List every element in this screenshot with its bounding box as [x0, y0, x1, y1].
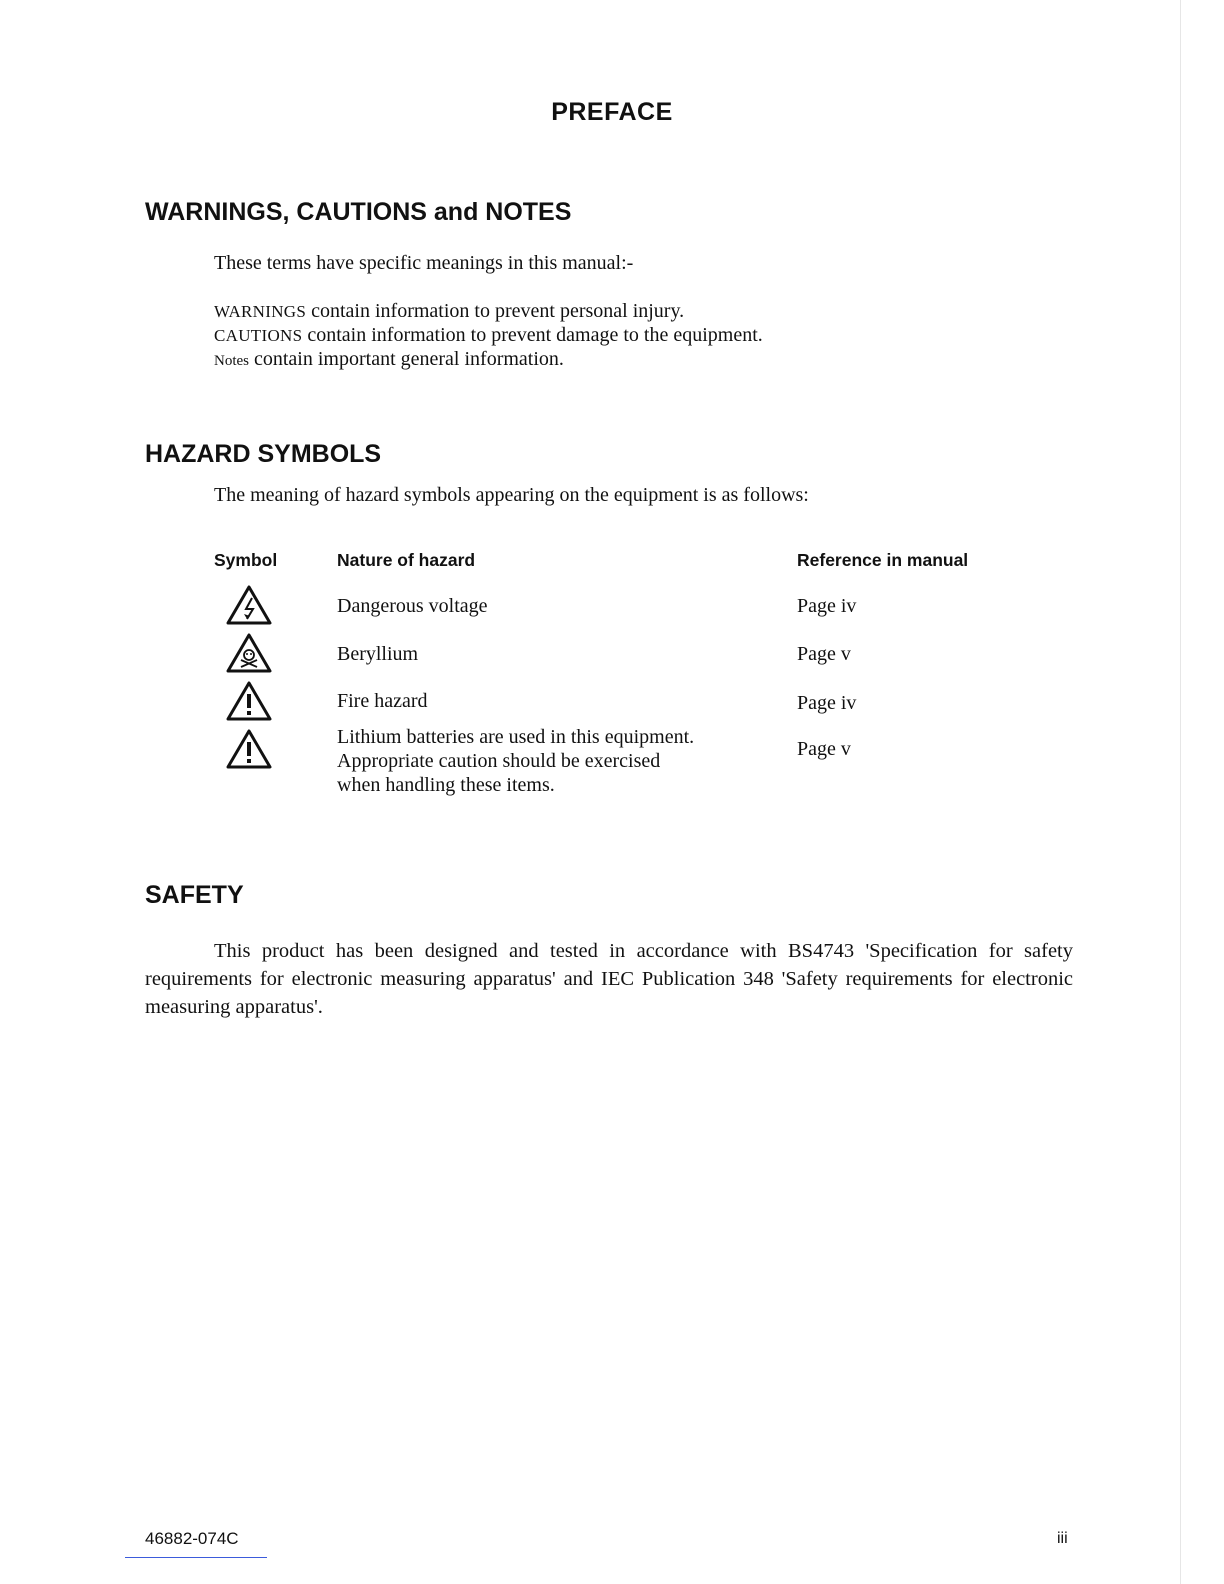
toxic-hazard-icon: [226, 632, 272, 674]
term-line-cautions: [214, 324, 763, 347]
column-header-reference: Reference in manual: [797, 550, 969, 570]
term-notes-text: contain important general information.: [249, 348, 564, 370]
page-title: PREFACE: [551, 98, 673, 126]
safety-paragraph-text: This product has been designed and tested in accordance with BS4743 'Specification for safety requirements for electronic measuring apparatus' and IEC Publication 348 'Safety requirements for electronic measuring apparatus'.: [145, 940, 1073, 1018]
hazard-ref-lithium: Page v: [797, 738, 851, 760]
term-cautions-text: contain information to prevent damage to the equipment.: [302, 324, 763, 346]
hazard-nature-lithium-line-2: Appropriate caution should be exercised: [337, 750, 661, 772]
safety-paragraph: [145, 937, 1073, 1021]
term-line-warnings: [214, 300, 684, 323]
hazard-nature-lithium-line-3: when handling these items.: [337, 774, 555, 796]
hazard-intro: The meaning of hazard symbols appearing on the equipment is as follows:: [214, 484, 809, 506]
fire-hazard-icon: [226, 680, 272, 722]
warnings-intro: These terms have specific meanings in this manual:-: [214, 252, 634, 274]
term-warnings: WARNINGS: [214, 302, 307, 321]
hazard-nature-beryllium: Beryllium: [337, 643, 419, 665]
hazard-nature-lithium-line-1: Lithium batteries are used in this equipment.: [337, 726, 695, 748]
safety-heading: SAFETY: [145, 881, 244, 909]
footer-underline: [125, 1557, 267, 1558]
hazard-heading: HAZARD SYMBOLS: [145, 440, 382, 468]
document-code: 46882-074C: [145, 1529, 239, 1548]
term-line-notes: [214, 348, 564, 371]
caution-hazard-icon: [226, 728, 272, 770]
electric-hazard-icon: [226, 584, 272, 626]
page-number: iii: [1057, 1530, 1068, 1547]
column-header-symbol: Symbol: [214, 550, 278, 570]
column-header-nature: Nature of hazard: [337, 550, 476, 570]
hazard-ref-beryllium: Page v: [797, 643, 851, 665]
warnings-heading: WARNINGS, CAUTIONS and NOTES: [145, 198, 572, 226]
hazard-nature-voltage: Dangerous voltage: [337, 595, 488, 617]
term-cautions: CAUTIONS: [214, 326, 303, 345]
term-notes: Notes: [214, 353, 249, 369]
scan-edge-line: [1180, 0, 1181, 1584]
term-warnings-text: contain information to prevent personal injury.: [306, 300, 685, 322]
hazard-ref-voltage: Page iv: [797, 595, 857, 617]
hazard-nature-fire: Fire hazard: [337, 690, 428, 712]
hazard-ref-fire: Page iv: [797, 692, 857, 714]
